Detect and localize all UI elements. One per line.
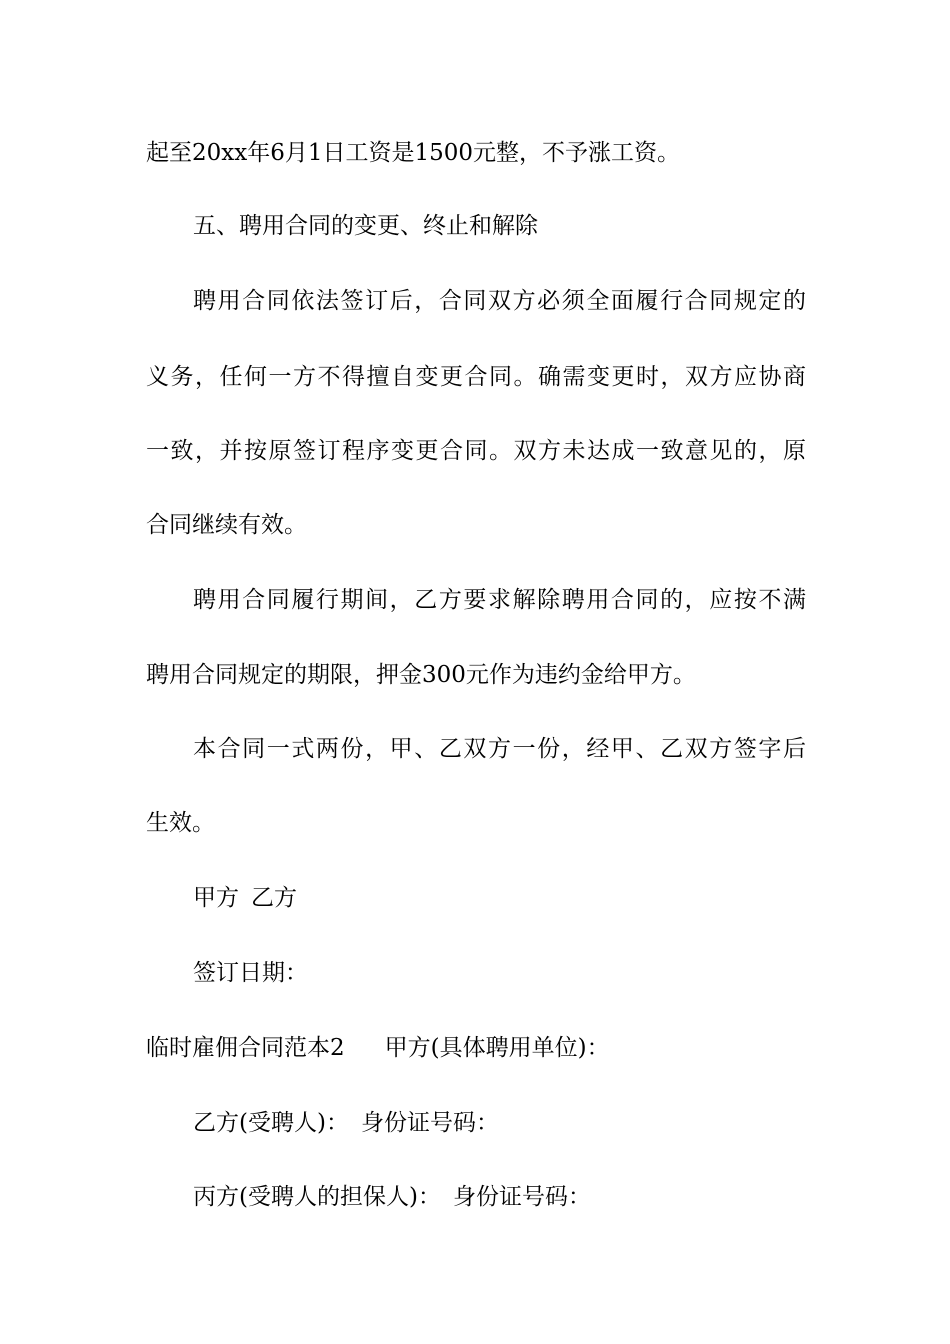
id-number-label: 身份证号码： [452, 1184, 591, 1210]
id-number-label: 身份证号码： [360, 1110, 499, 1136]
paragraph-line: 本合同一式两份，甲、乙双方一份，经甲、乙双方签字后 [193, 736, 806, 762]
party-b-employee-label: 乙方(受聘人)： [193, 1110, 349, 1136]
contract-title-line [146, 1033, 806, 1063]
paragraph-line: 聘用合同依法签订后，合同双方必须全面履行合同规定的 [193, 288, 806, 314]
paragraph-line: 聘用合同规定的期限，押金300元作为违约金给甲方。 [146, 662, 696, 688]
party-a-label: 甲方 [193, 885, 239, 911]
paragraph-line: 合同继续有效。 [146, 512, 307, 538]
section-heading: 五、聘用合同的变更、终止和解除 [193, 213, 538, 239]
paragraph-line: 一致，并按原签订程序变更合同。双方未达成一致意见的，原 [146, 438, 806, 464]
paragraph-line: 聘用合同履行期间，乙方要求解除聘用合同的，应按不满 [193, 587, 806, 613]
paragraph-line: 义务，任何一方不得擅自变更合同。确需变更时，双方应协商 [146, 364, 806, 390]
party-b-line [193, 1108, 806, 1138]
party-a-employer-label: 甲方(具体聘用单位)： [384, 1035, 610, 1061]
signature-parties-line [193, 883, 806, 913]
paragraph-line: 生效。 [146, 810, 215, 836]
party-c-guarantor-label: 丙方(受聘人的担保人)： [193, 1184, 441, 1210]
paragraph-line: 起至20xx年6月1日工资是1500元整，不予涨工资。 [146, 140, 681, 166]
party-c-line [193, 1182, 806, 1212]
contract-title: 临时雇佣合同范本2 [146, 1035, 345, 1061]
signing-date-label: 签订日期： [193, 960, 308, 986]
party-b-label: 乙方 [251, 885, 297, 911]
